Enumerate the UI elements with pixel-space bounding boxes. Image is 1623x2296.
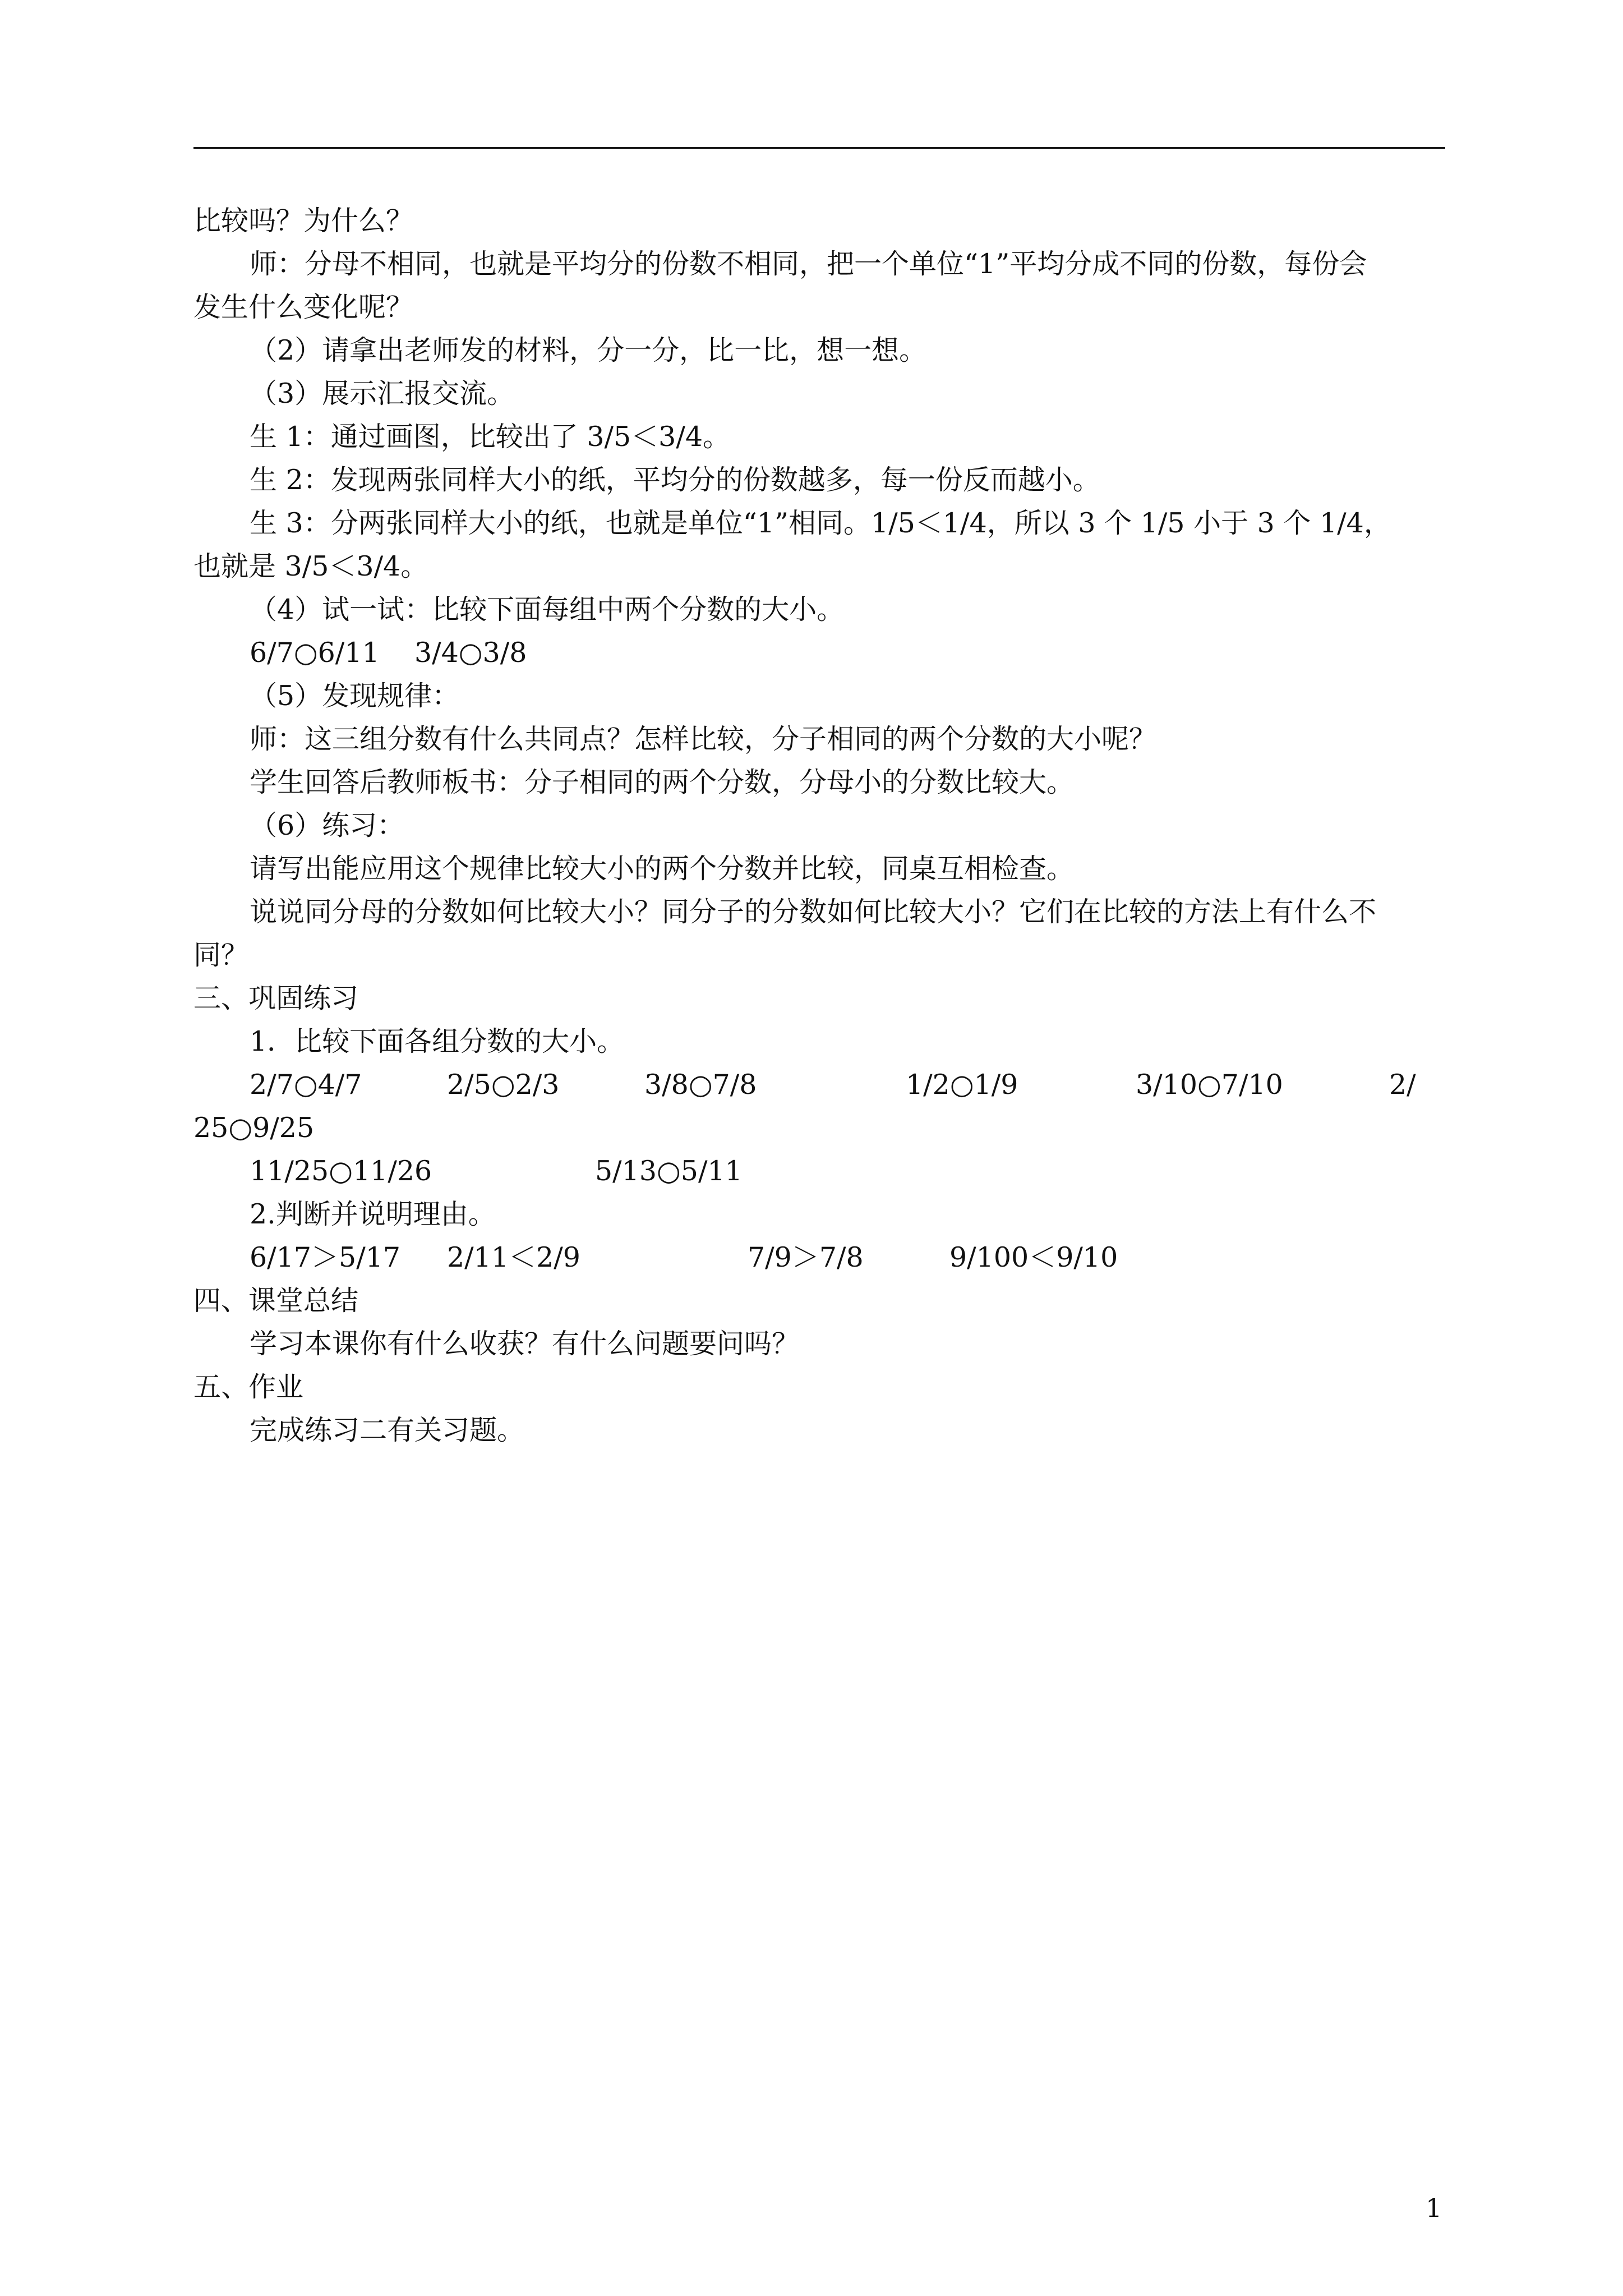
fraction-comparison: 1/2○1/9 xyxy=(906,1069,1018,1101)
text-line: 也就是 3/5＜3/4。 xyxy=(193,550,428,582)
text-line: 6/7○6/11 3/4○3/8 xyxy=(250,637,527,669)
text-line: （5）发现规律： xyxy=(250,680,460,712)
fraction-comparison: 3/10○7/10 xyxy=(1136,1069,1283,1101)
document-body xyxy=(193,199,1445,1452)
judge-statement: 9/100＜9/10 xyxy=(949,1241,1118,1273)
text-line: 发生什么变化呢？ xyxy=(193,291,414,323)
fraction-comparison: 2/ xyxy=(1389,1069,1416,1101)
text-line: 生 3：分两张同样大小的纸，也就是单位“1”相同。1/5＜1/4，所以 3 个 1/5 小于 3 个 1/4， xyxy=(250,507,1391,539)
text-line: 完成练习二有关习题。 xyxy=(250,1414,525,1446)
text-line: （2）请拿出老师发的材料，分一分，比一比，想一想。 xyxy=(250,334,927,366)
text-line: （4）试一试：比较下面每组中两个分数的大小。 xyxy=(250,593,845,625)
text-line: 学生回答后教师板书：分子相同的两个分数，分母小的分数比较大。 xyxy=(250,766,1075,798)
section-heading: 五、作业 xyxy=(193,1371,304,1403)
text-line: 学习本课你有什么收获？有什么问题要问吗？ xyxy=(250,1328,800,1360)
text-line: 25○9/25 xyxy=(193,1112,315,1144)
text-line: 说说同分母的分数如何比较大小？同分子的分数如何比较大小？它们在比较的方法上有什么不 xyxy=(250,896,1377,928)
fraction-comparison: 11/25○11/26 xyxy=(250,1155,432,1187)
section-heading: 四、课堂总结 xyxy=(193,1285,359,1317)
section-heading: 三、巩固练习 xyxy=(193,982,359,1014)
fraction-comparison: 5/13○5/11 xyxy=(595,1155,743,1187)
text-line: 师：分母不相同，也就是平均分的份数不相同，把一个单位“1”平均分成不同的份数，每份会 xyxy=(250,248,1367,280)
text-line: 生 1：通过画图，比较出了 3/5＜3/4。 xyxy=(250,421,731,453)
judge-row xyxy=(193,1236,1445,1279)
text-line: 2.判断并说明理由。 xyxy=(250,1198,496,1230)
exercise-row xyxy=(193,1149,1445,1193)
text-line: （6）练习： xyxy=(250,809,405,841)
fraction-comparison: 2/5○2/3 xyxy=(447,1069,560,1101)
text-line: 比较吗？为什么？ xyxy=(193,205,414,237)
page-number: 1 xyxy=(1426,2193,1442,2223)
fraction-comparison: 2/7○4/7 xyxy=(250,1069,362,1101)
judge-statement: 7/9＞7/8 xyxy=(748,1241,864,1273)
judge-statement: 2/11＜2/9 xyxy=(447,1241,580,1273)
text-line: 1．比较下面各组分数的大小。 xyxy=(250,1025,625,1057)
text-line: 生 2：发现两张同样大小的纸，平均分的份数越多，每一份反而越小。 xyxy=(250,464,1100,496)
fraction-comparison: 3/8○7/8 xyxy=(644,1069,757,1101)
text-line: 同？ xyxy=(193,939,249,971)
text-line: 师：这三组分数有什么共同点？怎样比较，分子相同的两个分数的大小呢？ xyxy=(250,723,1157,755)
judge-statement: 6/17＞5/17 xyxy=(250,1241,401,1273)
text-line: （3）展示汇报交流。 xyxy=(250,378,515,409)
text-line: 请写出能应用这个规律比较大小的两个分数并比较，同桌互相检查。 xyxy=(250,853,1075,885)
header-rule xyxy=(193,147,1445,149)
exercise-row xyxy=(193,1063,1445,1106)
